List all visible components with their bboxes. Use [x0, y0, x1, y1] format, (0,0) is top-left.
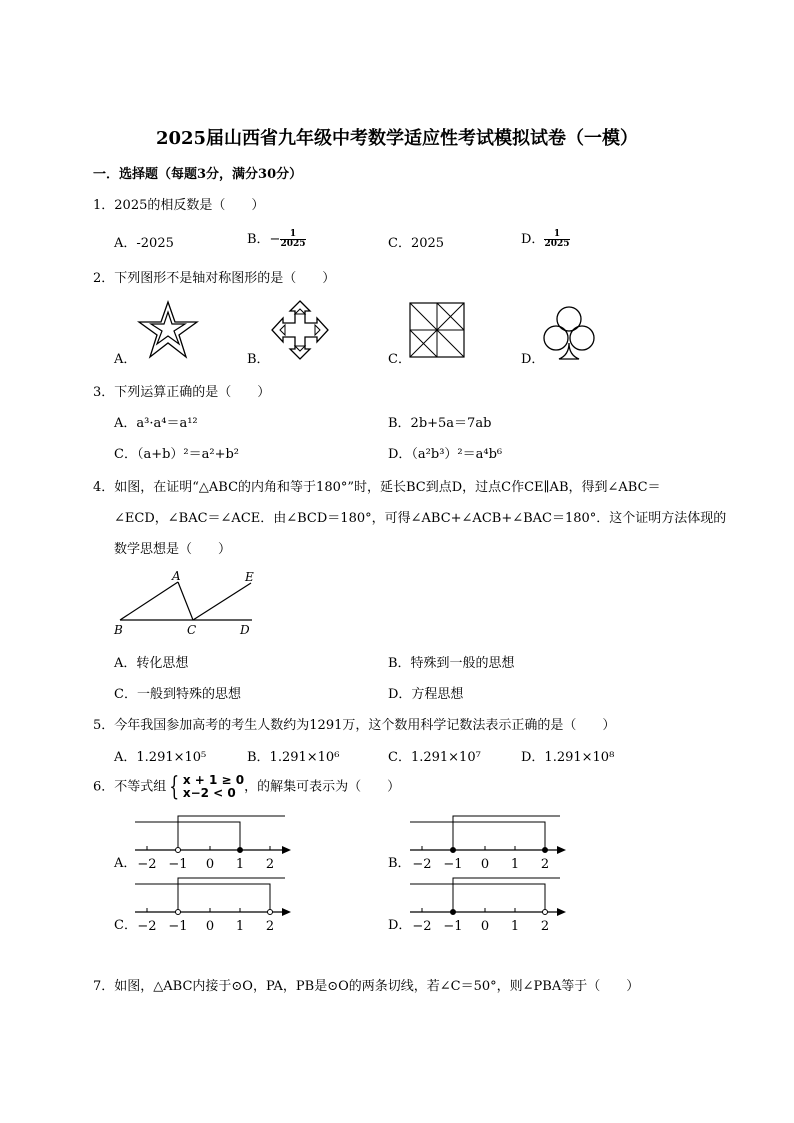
- solution-ray-left: [453, 816, 560, 850]
- q1-option-b[interactable]: [247, 228, 306, 249]
- number-line-c: [135, 872, 295, 934]
- inequality-2: x−2 < 0: [182, 786, 236, 800]
- open-dot-icon: [543, 910, 548, 915]
- q1-option-b-numerator: 1: [280, 230, 305, 240]
- closed-dot-icon: [238, 848, 243, 853]
- club-figure: [543, 305, 595, 361]
- q1-option-b-fraction: [280, 230, 305, 249]
- tick-label: 1: [510, 857, 520, 872]
- q1-option-d-denominator: 2025: [544, 239, 570, 249]
- axis-arrow-icon: [557, 908, 566, 916]
- tick-label: 1: [235, 919, 245, 934]
- number-line-b: [410, 810, 570, 872]
- q6-option-d[interactable]: D．: [388, 918, 412, 933]
- q6-option-c[interactable]: C．: [114, 918, 137, 933]
- inequality-1: x + 1 ≥ 0: [182, 773, 245, 787]
- closed-dot-icon: [543, 848, 548, 853]
- tick-label: 0: [480, 919, 490, 934]
- q1-option-d[interactable]: [521, 228, 570, 249]
- q5-option-b[interactable]: B．1.291×10⁶: [247, 750, 340, 765]
- label-d: D: [240, 623, 250, 637]
- label-c: C: [187, 623, 197, 637]
- tick-label: −1: [168, 919, 188, 934]
- question-4-line-1: 4．如图，在证明“△ABC的内角和等于180°”时，延长BC到点D，过点C作CE∥AB，得到∠ABC＝: [93, 480, 661, 495]
- open-dot-icon: [176, 848, 181, 853]
- axis-arrow-icon: [557, 846, 566, 854]
- four-arrow-figure: [270, 299, 330, 361]
- question-7-stem: 7．如图，△ABC内接于⊙O，PA，PB是⊙O的两条切线，若∠C＝50°，则∠PBA等于（ ）: [93, 979, 640, 994]
- tick-label: −2: [137, 857, 157, 872]
- label-b: B: [114, 623, 123, 637]
- tick-label: −1: [443, 857, 463, 872]
- q4-option-a[interactable]: A．转化思想: [114, 656, 189, 671]
- q6-option-b[interactable]: B．: [388, 856, 411, 871]
- axis-arrow-icon: [282, 846, 291, 854]
- open-dot-icon: [268, 910, 273, 915]
- q3-option-d[interactable]: D．（a²b³）²＝a⁴b⁶: [388, 447, 503, 462]
- tick-label: 1: [510, 919, 520, 934]
- q4-option-c[interactable]: C．一般到特殊的思想: [114, 687, 241, 702]
- q2-option-b[interactable]: B．: [247, 352, 270, 367]
- tick-label: −2: [412, 919, 432, 934]
- q1-option-c[interactable]: C．2025: [388, 236, 445, 251]
- q6-suffix: ，的解集可表示为（ ）: [244, 779, 401, 795]
- q6-prefix: 6．不等式组: [93, 779, 167, 795]
- axis-arrow-icon: [282, 908, 291, 916]
- q2-option-d[interactable]: D．: [521, 352, 545, 367]
- q2-option-c[interactable]: C．: [388, 352, 411, 367]
- tick-label: 0: [205, 857, 215, 872]
- triangle-proof-figure: [112, 568, 262, 640]
- q3-option-b[interactable]: B．2b+5a＝7ab: [388, 416, 492, 431]
- q4-option-b[interactable]: B．特殊到一般的思想: [388, 656, 515, 671]
- q4-option-d[interactable]: D．方程思想: [388, 687, 464, 702]
- q5-option-a[interactable]: A．1.291×10⁵: [114, 750, 207, 765]
- line-ce: [193, 583, 251, 620]
- solution-ray-left: [453, 878, 560, 912]
- tick-label: 2: [540, 919, 550, 934]
- question-4-line-3: 数学思想是（ ）: [114, 542, 232, 557]
- tick-label: −2: [412, 857, 432, 872]
- star-figure: [136, 300, 200, 360]
- brace-icon: {: [169, 772, 180, 802]
- solution-ray-right: [135, 822, 240, 850]
- label-a: A: [172, 569, 181, 583]
- q6-option-a[interactable]: A．: [114, 856, 137, 871]
- tick-label: 1: [235, 857, 245, 872]
- page-title: 2025届山西省九年级中考数学适应性考试模拟试卷（一模）: [155, 128, 639, 149]
- question-4-line-2: ∠ECD，∠BAC＝∠ACE．由∠BCD＝180°，可得∠ABC+∠ACB+∠BAC＝180°．这个证明方法体现的: [114, 511, 727, 526]
- tick-label: 2: [265, 857, 275, 872]
- q2-option-a[interactable]: A．: [114, 352, 137, 367]
- question-2-stem: 2．下列图形不是轴对称图形的是（ ）: [93, 271, 336, 286]
- solution-ray-right: [135, 884, 270, 912]
- tick-label: 0: [205, 919, 215, 934]
- number-line-a: [135, 810, 295, 872]
- open-dot-icon: [176, 910, 181, 915]
- line-ac: [178, 582, 193, 620]
- question-6-stem: [93, 774, 400, 800]
- q1-option-b-prefix: B．−: [247, 232, 281, 247]
- solution-ray-right: [410, 884, 545, 912]
- tick-label: −1: [168, 857, 188, 872]
- q3-option-c[interactable]: C．（a+b）²＝a²+b²: [114, 447, 240, 462]
- solution-ray-left: [178, 816, 285, 850]
- closed-dot-icon: [451, 848, 456, 853]
- line-ba: [120, 582, 178, 620]
- tick-label: −1: [443, 919, 463, 934]
- inequality-system: [183, 774, 244, 800]
- pinwheel-figure: [409, 302, 465, 358]
- solution-ray-left: [178, 878, 285, 912]
- q1-option-d-numerator: 1: [544, 230, 569, 240]
- question-1-stem: 1．2025的相反数是（ ）: [93, 198, 265, 213]
- q5-option-d[interactable]: D．1.291×10⁸: [521, 750, 615, 765]
- tick-label: 2: [540, 857, 550, 872]
- q1-option-d-prefix: D．: [521, 232, 545, 247]
- label-e: E: [245, 570, 254, 584]
- closed-dot-icon: [451, 910, 456, 915]
- q1-option-d-fraction: [544, 230, 569, 249]
- tick-label: 0: [480, 857, 490, 872]
- q1-option-a[interactable]: A．-2025: [114, 236, 174, 251]
- question-5-stem: 5．今年我国参加高考的考生人数约为1291万，这个数用科学记数法表示正确的是（ ）: [93, 718, 616, 733]
- section-heading: 一．选择题（每题3分，满分30分）: [93, 167, 303, 182]
- q1-option-b-denominator: 2025: [280, 239, 306, 249]
- question-3-stem: 3．下列运算正确的是（ ）: [93, 385, 271, 400]
- number-line-d: [410, 872, 570, 934]
- tick-label: 2: [265, 919, 275, 934]
- solution-ray-right: [410, 822, 545, 850]
- tick-label: −2: [137, 919, 157, 934]
- q5-option-c[interactable]: C．1.291×10⁷: [388, 750, 481, 765]
- q3-option-a[interactable]: A．a³·a⁴＝a¹²: [114, 416, 198, 431]
